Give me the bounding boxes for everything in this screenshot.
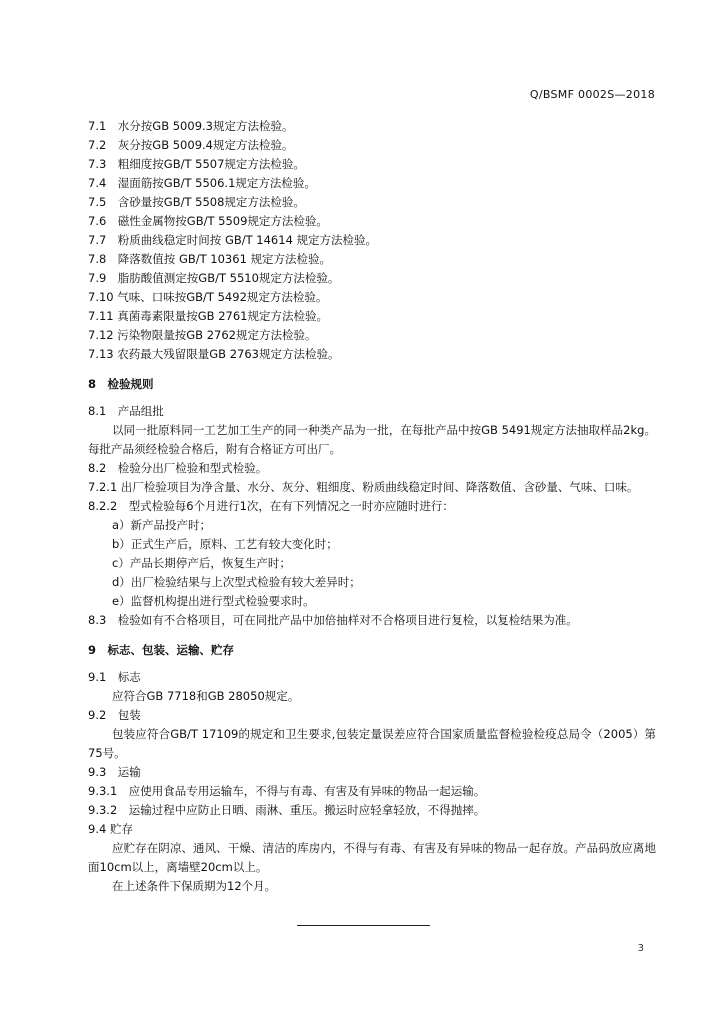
- clause-7-7: 7.7 粉质曲线稳定时间按 GB/T 14614 规定方法检验。: [88, 233, 378, 247]
- document-body: [88, 117, 656, 896]
- clause-7-11: 7.11 真菌毒素限量按GB 2761规定方法检验。: [88, 309, 328, 323]
- clause-7-3: 7.3 粗细度按GB/T 5507规定方法检验。: [88, 157, 305, 171]
- clause-7-13: 7.13 农药最大残留限量GB 2763规定方法检验。: [88, 347, 340, 361]
- end-rule-divider: [297, 925, 430, 926]
- clause-9-3-1-text: 9.3.1 应使用食品专用运输车，不得与有毒、有害及有异味的物品一起运输。: [88, 784, 486, 798]
- clause-9-3-2-text: 9.3.2 运输过程中应防止日晒、雨淋、重压。搬运时应轻拿轻放，不得抛摔。: [88, 803, 486, 817]
- clause-9-4-shelf-life: 在上述条件下保质期为12个月。: [112, 879, 277, 893]
- section-8-heading: 8 检验规则: [88, 377, 154, 391]
- clause-8-3-text: 8.3 检验如有不合格项目，可在同批产品中加倍抽样对不合格项目进行复检，以复检结果为准。: [88, 613, 578, 627]
- clause-9-2-text: 包装应符合GB/T 17109的规定和卫生要求,包装定量误差应符合国家质量监督检验检疫总局令（2005）第75号。: [88, 727, 656, 760]
- clause-8-1-text: 以同一批原料同一工艺加工生产的同一种类产品为一批，在每批产品中按GB 5491规定方法抽取样品2kg。每批产品须经检验合格后，附有合格证方可出厂。: [88, 423, 656, 456]
- page-number: 3: [637, 943, 644, 954]
- clause-7-8: 7.8 降落数值按 GB/T 10361 规定方法检验。: [88, 252, 332, 266]
- clause-9-1-title: 9.1 标志: [88, 670, 141, 684]
- clause-9-1-text: 应符合GB 7718和GB 28050规定。: [112, 689, 300, 703]
- document-code: Q/BSMF 0002S—2018: [529, 88, 655, 101]
- list-item-e: e）监督机构提出进行型式检验要求时。: [112, 594, 315, 608]
- clause-9-4-text: 应贮存在阴凉、通风、干燥、清洁的库房内，不得与有毒、有害及有异味的物品一起存放。产品码放应离地面10cm以上，离墙壁20cm以上。: [88, 841, 656, 874]
- clause-8-2-1-text: 7.2.1 出厂检验项目为净含量、水分、灰分、粗细度、粉质曲线稳定时间、降落数值、含砂量、气味、口味。: [88, 480, 639, 494]
- clause-7-5: 7.5 含砂量按GB/T 5508规定方法检验。: [88, 195, 305, 209]
- section-7-list: [88, 117, 656, 364]
- clause-8-2-title: 8.2 检验分出厂检验和型式检验。: [88, 461, 268, 475]
- clause-7-4: 7.4 湿面筋按GB/T 5506.1规定方法检验。: [88, 176, 316, 190]
- clause-7-6: 7.6 磁性金属物按GB/T 5509规定方法检验。: [88, 214, 328, 228]
- clause-8-2-2-title: 8.2.2 型式检验每6个月进行1次，在有下列情况之一时亦应随时进行：: [88, 499, 454, 513]
- clause-9-2-title: 9.2 包装: [88, 708, 141, 722]
- list-item-b: b）正式生产后，原料、工艺有较大变化时；: [112, 537, 338, 551]
- list-item-a: a）新产品投产时；: [112, 518, 212, 532]
- clause-8-1-title: 8.1 产品组批: [88, 404, 164, 418]
- list-item-c: c）产品长期停产后，恢复生产时；: [112, 556, 291, 570]
- clause-9-3-title: 9.3 运输: [88, 765, 141, 779]
- clause-9-4-title: 9.4 贮存: [88, 822, 133, 836]
- clause-7-12: 7.12 污染物限量按GB 2762规定方法检验。: [88, 328, 317, 342]
- clause-7-10: 7.10 气味、口味按GB/T 5492规定方法检验。: [88, 290, 328, 304]
- list-item-d: d）出厂检验结果与上次型式检验有较大差异时；: [112, 575, 361, 589]
- clause-7-9: 7.9 脂肪酸值测定按GB/T 5510规定方法检验。: [88, 271, 340, 285]
- clause-7-1: 7.1 水分按GB 5009.3规定方法检验。: [88, 119, 294, 133]
- section-9-heading: 9 标志、包装、运输、贮存: [88, 643, 235, 657]
- clause-7-2: 7.2 灰分按GB 5009.4规定方法检验。: [88, 138, 294, 152]
